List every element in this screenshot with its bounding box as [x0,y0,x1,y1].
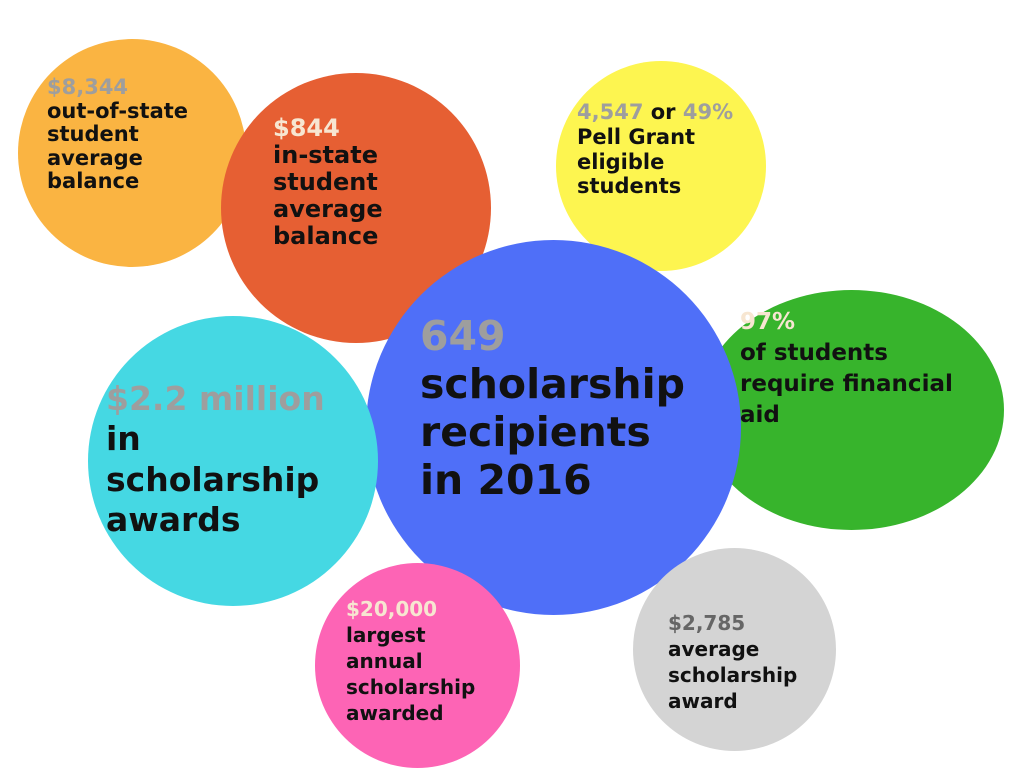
scholarship-recipients-desc-line: scholarship [420,359,685,408]
in-state-desc-line: in-state [273,140,378,169]
average-award-figure: $2,785 [668,611,746,635]
scholarship-awards-desc-line: scholarship [106,459,320,499]
scholarship-awards-desc-line: in [106,419,141,459]
pell-grant-figure-line [577,100,733,125]
financial-aid-desc-line: of students [740,340,888,367]
out-of-state-desc-line: average [47,145,143,170]
average-award-label [668,610,797,714]
pell-grant-count-figure: 4,547 [577,100,644,124]
out-of-state-desc-line: out-of-state [47,98,189,123]
largest-award-desc-line: largest [346,623,426,647]
largest-award-label [346,596,475,726]
average-award-desc-line: award [668,689,738,713]
pell-grant-desc-line: Pell Grant [577,124,696,149]
scholarship-awards-figure: $2.2 million [106,379,325,418]
largest-award-desc-line: annual [346,649,423,673]
average-award-desc-line: average [668,637,760,661]
financial-aid-desc-line: require financial [740,371,953,398]
pell-grant-percent-figure: 49% [682,100,734,124]
average-award-desc-line: scholarship [668,663,798,687]
pell-grant-connector: or [650,100,676,124]
scholarship-recipients-label [420,313,685,505]
pell-grant-label [577,100,733,199]
in-state-balance-figure: $844 [273,114,340,142]
out-of-state-balance-label [47,76,188,194]
pell-grant-desc-line: students [577,174,682,199]
out-of-state-desc-line: student [47,122,139,147]
financial-aid-label [740,307,953,431]
out-of-state-balance-figure: $8,344 [47,75,129,99]
in-state-desc-line: average [273,194,383,223]
in-state-desc-line: balance [273,221,379,250]
financial-aid-desc-line: aid [740,402,780,429]
financial-aid-figure: 97% [740,309,796,335]
largest-award-figure: $20,000 [346,597,438,621]
scholarship-recipients-desc-line: in 2016 [420,455,592,504]
largest-award-desc-line: scholarship [346,675,476,699]
largest-award-desc-line: awarded [346,701,444,725]
in-state-desc-line: student [273,167,378,196]
scholarship-awards-desc-line: awards [106,499,241,539]
pell-grant-desc-line: eligible [577,149,665,174]
scholarship-recipients-figure: 649 [420,312,506,360]
scholarship-awards-label [106,379,325,540]
in-state-balance-label [273,115,383,249]
scholarship-recipients-desc-line: recipients [420,407,651,456]
out-of-state-desc-line: balance [47,169,140,194]
